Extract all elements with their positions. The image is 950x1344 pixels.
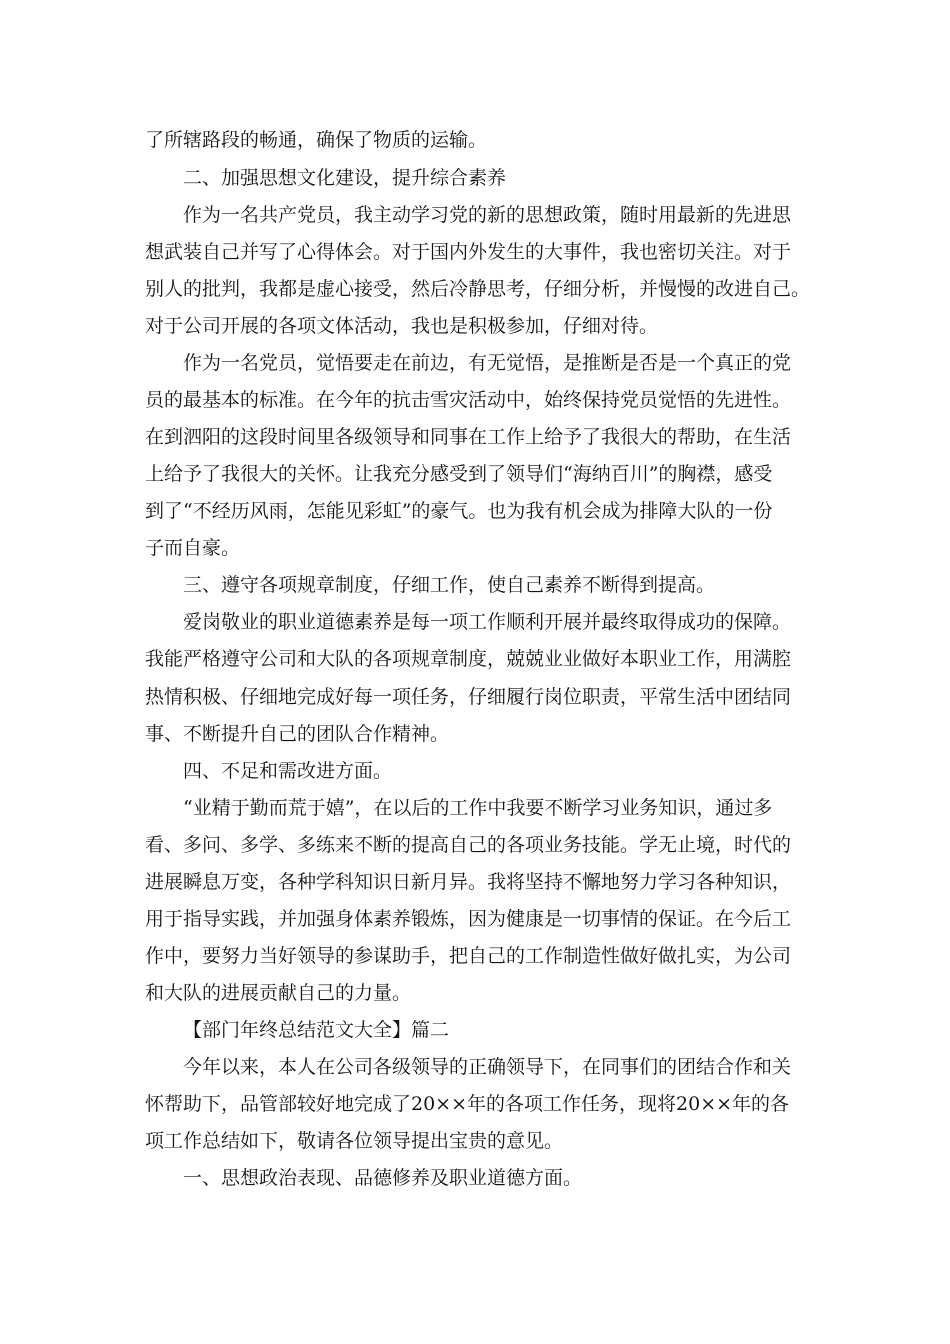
section-heading: 二、加强思想文化建设，提升综合素养 bbox=[183, 167, 507, 189]
body-text-line: 看、多问、多学、多练来不断的提高自己的各项业务技能。学无止境，时代的 bbox=[145, 834, 792, 856]
body-text-line: 用于指导实践，并加强身体素养锻炼，因为健康是一切事情的保证。在今后工 bbox=[145, 908, 792, 930]
body-text-line: 事、不断提升自己的团队合作精神。 bbox=[145, 723, 450, 745]
body-text-line: 怀帮助下，品管部较好地完成了20××年的各项工作任务，现将20××年的各 bbox=[145, 1093, 790, 1115]
body-text-line: 子而自豪。 bbox=[145, 537, 241, 559]
section-heading: 一、思想政治表现、品德修养及职业道德方面。 bbox=[183, 1167, 583, 1189]
body-text-line: 我能严格遵守公司和大队的各项规章制度，兢兢业业做好本职业工作，用满腔 bbox=[145, 648, 792, 670]
body-text-line: 作中，要努力当好领导的参谋助手，把自己的工作制造性做好做扎实，为公司 bbox=[145, 945, 792, 967]
body-text-line: 别人的批判，我都是虚心接受，然后冷静思考，仔细分析，并慢慢的改进自己。 bbox=[145, 278, 811, 300]
body-text-line: 员的最基本的标准。在今年的抗击雪灾活动中，始终保持党员觉悟的先进性。 bbox=[145, 389, 792, 411]
body-text-line: 了所辖路段的畅通，确保了物质的运输。 bbox=[145, 129, 488, 151]
body-text-line: 今年以来，本人在公司各级领导的正确领导下，在同事们的团结合作和关 bbox=[183, 1056, 792, 1078]
body-text-line: 想武装自己并写了心得体会。对于国内外发生的大事件，我也密切关注。对于 bbox=[145, 241, 792, 263]
body-text-line: 作为一名党员，觉悟要走在前边，有无觉悟，是推断是否是一个真正的党 bbox=[183, 352, 792, 374]
section-heading: 四、不足和需改进方面。 bbox=[183, 760, 393, 782]
body-text-line: 在到泗阳的这段时间里各级领导和同事在工作上给予了我很大的帮助，在生活 bbox=[145, 426, 792, 448]
body-text-line: 进展瞬息万变，各种学科知识日新月异。我将坚持不懈地努力学习各种知识， bbox=[145, 871, 792, 893]
body-text-line: 项工作总结如下，敬请各位领导提出宝贵的意见。 bbox=[145, 1130, 564, 1152]
body-text-line: 对于公司开展的各项文体活动，我也是积极参加，仔细对待。 bbox=[145, 315, 659, 337]
body-text-line: 和大队的进展贡献自己的力量。 bbox=[145, 982, 412, 1004]
body-text-line: 上给予了我很大的关怀。让我充分感受到了领导们“海纳百川”的胸襟，感受 bbox=[145, 463, 773, 485]
body-text-line: 到了“不经历风雨，怎能见彩虹”的豪气。也为我有机会成为排障大队的一份 bbox=[145, 500, 773, 522]
body-text-line: 爱岗敬业的职业道德素养是每一项工作顺利开展并最终取得成功的保障。 bbox=[183, 611, 792, 633]
body-text-line: 热情积极、仔细地完成好每一项任务，仔细履行岗位职责，平常生活中团结同 bbox=[145, 686, 792, 708]
article-heading: 【部门年终总结范文大全】篇二 bbox=[183, 1019, 450, 1041]
body-text-line: “业精于勤而荒于嬉”，在以后的工作中我要不断学习业务知识，通过多 bbox=[183, 797, 773, 819]
section-heading: 三、遵守各项规章制度，仔细工作，使自己素养不断得到提高。 bbox=[183, 574, 716, 596]
body-text-line: 作为一名共产党员，我主动学习党的新的思想政策，随时用最新的先进思 bbox=[183, 204, 792, 226]
